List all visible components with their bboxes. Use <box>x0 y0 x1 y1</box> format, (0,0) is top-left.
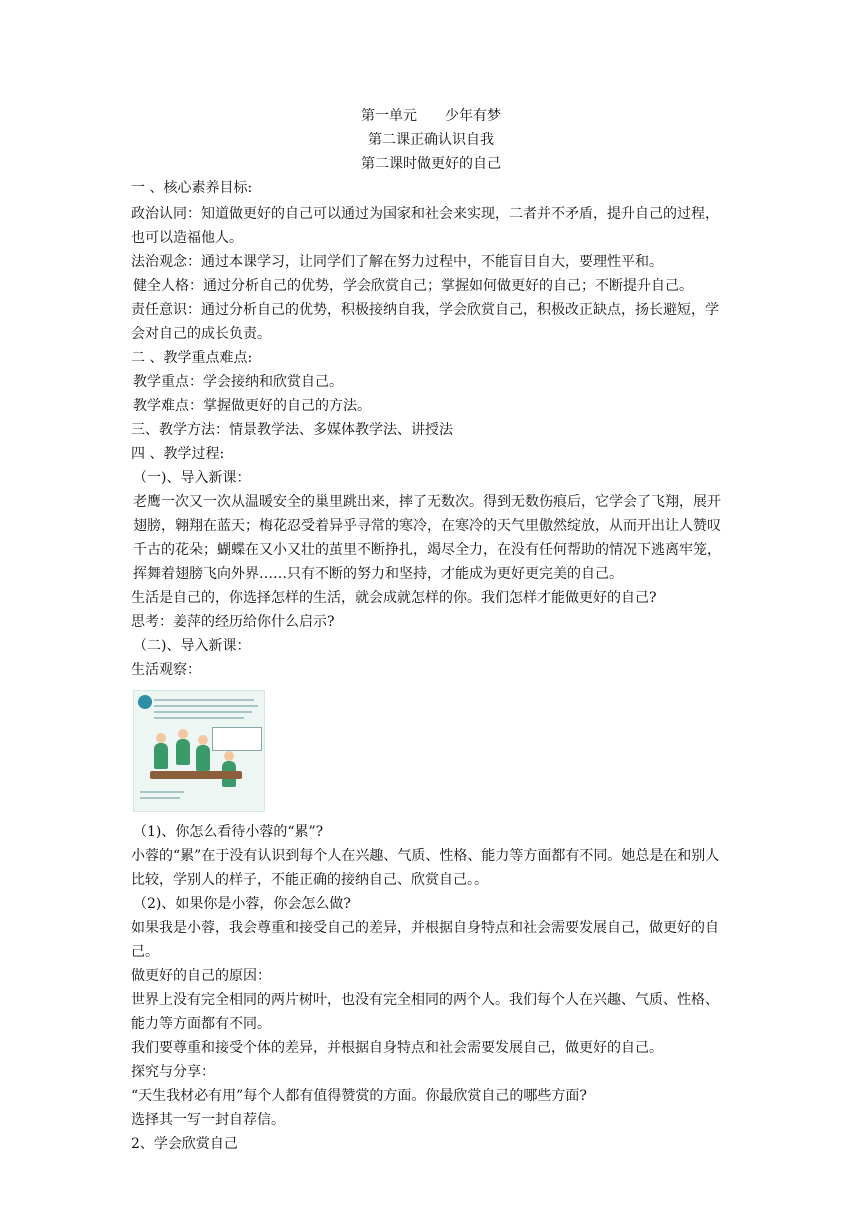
desk <box>150 771 242 779</box>
section-title-key-points: 二 、教学重点难点: <box>131 350 253 366</box>
section-title-process: 四 、教学过程: <box>131 446 225 462</box>
question-2: （2)、如果你是小蓉，你会怎么做? <box>133 896 351 912</box>
goal-political: 政治认同：知道做更好的自己可以通过为国家和社会来实现，二者并不矛盾，提升自己的过程，也可以造福他人。 <box>131 206 719 246</box>
subsection-intro-2: （二)、导入新课： <box>133 638 251 654</box>
difficult-point: 教学难点：掌握做更好的自己的方法。 <box>133 398 371 414</box>
document-body <box>131 104 731 1156</box>
subsection-intro: （一)、导入新课： <box>133 470 251 486</box>
reason-1: 世界上没有完全相同的两片树叶，也没有完全相同的两个人。我们每个人在兴趣、气质、性格、能力等方面都有不同。 <box>131 992 719 1032</box>
intro-question: 生活是自己的，你选择怎样的生活，就会成就怎样的你。我们怎样才能做更好的自己? <box>131 590 657 606</box>
answer-2: 如果我是小蓉，我会尊重和接受自己的差异，并根据自身特点和社会需要发展自己，做更好的自己。 <box>131 920 719 960</box>
goal-responsibility: 责任意识：通过分析自己的优势，积极接纳自我，学会欣赏自己，积极改正缺点，扬长避短，学会对自己的成长负责。 <box>131 302 719 342</box>
student-figure <box>178 729 188 739</box>
lesson-title: 第二课正确认识自我 <box>368 132 494 148</box>
goal-law: 法治观念：通过本课学习，让同学们了解在努力过程中，不能盲目自大，要理性平和。 <box>131 254 663 270</box>
illustration-text-line <box>154 699 254 701</box>
textbook-illustration <box>133 690 265 812</box>
intro-paragraph: 老鹰一次又一次从温暖安全的巢里跳出来，摔了无数次。得到无数伤痕后，它学会了飞翔，展开翅膀，翱翔在蓝天；梅花忍受着异乎寻常的寒冷，在寒冷的天气里傲然绽放，从而开出让人赞叹千古的花朵；蝴蝶在又小又壮的茧里不断挣扎，竭尽全力，在没有任何帮助的情况下逃离牢笼，挥舞着翅膀飞向外界……只有不断的努力和坚持，才能成为更好更完美的自己。 <box>133 494 721 582</box>
unit-title: 少年有梦 <box>445 108 501 124</box>
illustration-caption-line <box>140 797 180 799</box>
observe-label: 生活观察： <box>131 662 201 678</box>
student-figure <box>176 739 190 765</box>
answer-1: 小蓉的“累”在于没有认识到每个人在兴趣、气质、性格、能力等方面都有不同。她总是在和别人比较，学别人的样子，不能正确的接纳自己、欣赏自己。。 <box>131 848 720 888</box>
speech-bubble <box>212 727 262 751</box>
student-figure <box>196 745 210 771</box>
student-figure <box>198 735 208 745</box>
illustration-text-line <box>154 705 258 707</box>
illustration-text-line <box>154 717 244 719</box>
student-figure <box>154 743 168 769</box>
explore-1: “天生我材必有用”每个人都有值得赞赏的方面。你最欣赏自己的哪些方面? <box>131 1088 587 1104</box>
explore-title: 探究与分享： <box>131 1064 215 1080</box>
section-title-goals: 一 、核心素养目标: <box>131 180 253 196</box>
reason-title: 做更好的自己的原因： <box>131 968 271 984</box>
think-question: 思考：姜萍的经历给你什么启示? <box>131 614 335 630</box>
unit-label: 第一单元 <box>361 108 417 124</box>
illustration-caption-line <box>140 791 184 793</box>
unit-heading <box>131 104 731 128</box>
explore-2: 选择其一写一封自荐信。 <box>131 1112 285 1128</box>
question-1: （1)、你怎么看待小蓉的“累”? <box>133 824 324 840</box>
goal-personality: 健全人格：通过分析自己的优势，学会欣赏自己；掌握如何做更好的自己；不断提升自己。 <box>133 278 693 294</box>
student-figure <box>156 733 166 743</box>
period-title: 第二课时做更好的自己 <box>361 156 501 172</box>
section-title-methods: 三、教学方法：情景教学法、多媒体教学法、讲授法 <box>131 422 453 438</box>
key-point: 教学重点：学会接纳和欣赏自己。 <box>133 374 343 390</box>
section-badge-icon <box>138 695 152 709</box>
student-figure <box>224 751 234 761</box>
point-2: 2、学会欣赏自己 <box>131 1136 238 1152</box>
reason-2: 我们要尊重和接受个体的差异，并根据自身特点和社会需要发展自己，做更好的自己。 <box>131 1040 663 1056</box>
illustration-text-line <box>154 711 252 713</box>
